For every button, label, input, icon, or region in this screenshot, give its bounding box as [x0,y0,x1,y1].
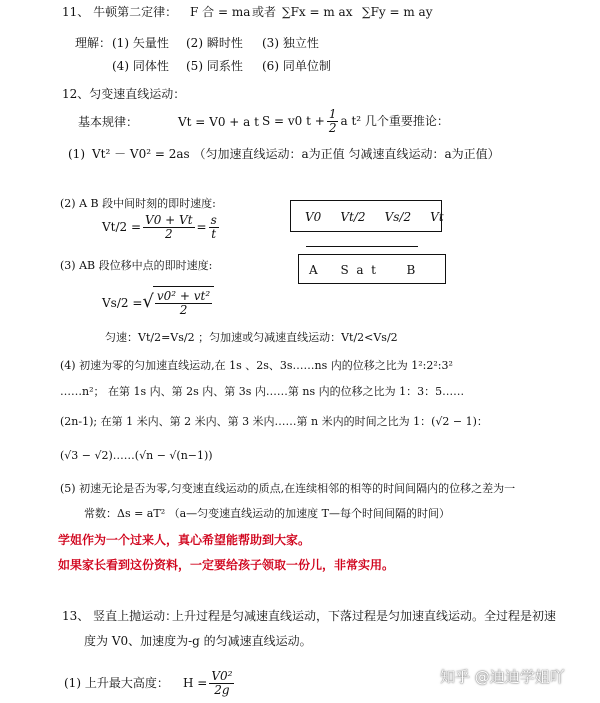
property-item: (6) 同单位制 [262,59,331,73]
displacement-formula: S = v0 t + $\frac{1}{2}$ a t² 几个重要推论： [262,107,449,135]
inference-3-formula: Vs/2 =√ $\frac{\text{v0² + vt²}}{2}$ [102,286,214,319]
newton-formula-2: ∑Fx = m ax [282,5,353,19]
diagram-divider [306,246,418,247]
velocity-diagram-labels: V0 Vt/2 Vs/2 Vt [305,210,444,224]
notice-line-2: 如果家长看到这份资料，一定要给孩子领取一份儿，非常实用。 [58,558,395,572]
newton-formula-1: F 合 = ma [190,5,251,19]
newton-formula-3: ∑Fy = m ay [362,5,433,19]
understand-label: 理解： [75,36,112,50]
inference-2-formula: Vt/2 = $\frac{V0 + Vt}{2}$ = $\frac{s}{t}$ [102,213,217,241]
sec12-title: 12、匀变速直线运动： [62,87,186,101]
property-item: (1) 矢量性 [112,36,169,50]
property-item: (5) 同系性 [186,59,243,73]
segment-diagram-labels: A S a t B [309,263,416,277]
max-height-label: (1) 上升最大高度： [64,676,169,690]
inference-4-line-2: ……n²； 在第 1s 内、第 2s 内、第 3s 内……第 ns 内的位移之比为 1：3：5…… [60,385,465,398]
property-item: (4) 同体性 [112,59,169,73]
or-text: 或者 [252,5,277,19]
inference-4-line-1: (4) 初速为零的匀加速直线运动,在 1s 、2s、3s……ns 内的位移之比为 1²:2²:3² [60,359,453,372]
velocity-formula: Vt = V0 + a t [178,115,259,129]
inference-5-line-1: (5) 初速无论是否为零,匀变速直线运动的质点,在连续相邻的相等的时间间隔内的位移之差为一 [60,482,516,495]
sec13-desc-1: 上升过程是匀减速直线运动，下落过程是匀加速直线运动。全过程是初速 [172,609,557,623]
inference-3-label: (3) AB 段位移中点的即时速度: [60,259,213,272]
basic-law-label: 基本规律： [78,115,139,129]
inference-4-line-3: (2n-1); 在第 1 米内、第 2 米内、第 3 米内……第 n 米内的时间之比为 1：(√2 − 1)： [60,415,488,428]
inference-4-line-4: (√3 − √2)……(√n − √(n−1)) [60,449,213,462]
uniform-comparison: 匀速：Vt/2=Vs/2 ；匀加速或匀减速直线运动：Vt/2<Vs/2 [105,331,398,344]
property-item: (2) 瞬时性 [186,36,243,50]
inference-2-label: (2) A B 段中间时刻的即时速度: [60,197,216,210]
notice-line-1: 学姐作为一个过来人，真心希望能帮助到大家。 [58,533,311,547]
property-item: (3) 独立性 [262,36,319,50]
sec13-title: 13、 竖直上抛运动： [62,609,178,623]
sec11-title: 11、 牛顿第二定律： [62,5,178,19]
inference-1: Vt² － V0² = 2as （匀加速直线运动：a为正值 匀减速直线运动：a为正值） [92,147,500,161]
inference-1-num: (1) [68,147,85,161]
max-height-formula: H = $\frac{\text{V0²}}{2g}$ [183,669,233,697]
inference-5-line-2: 常数：Δs = aT² （a—匀变速直线运动的加速度 T—每个时间间隔的时间） [84,507,450,520]
watermark: 知乎 @迪迪学姐吖 [440,668,565,686]
sec13-desc-2: 度为 V0、加速度为-g 的匀减速直线运动。 [84,634,312,648]
